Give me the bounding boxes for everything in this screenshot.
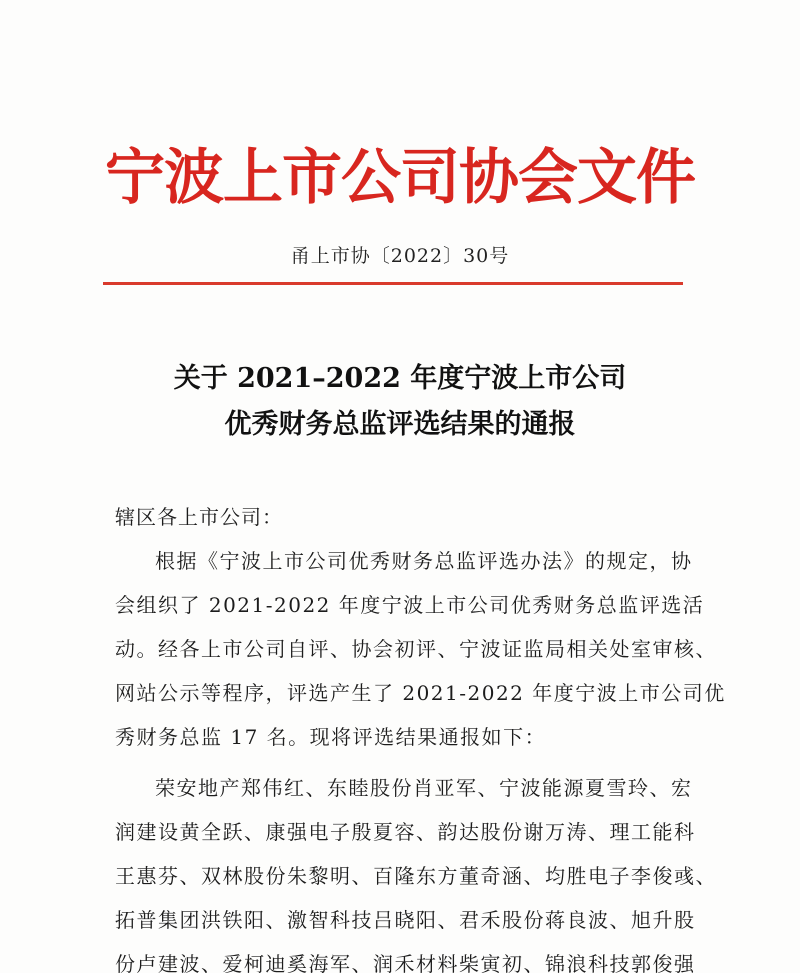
document-body bbox=[115, 539, 726, 973]
masthead-title: 宁波上市公司协会文件 bbox=[105, 143, 695, 213]
body-line: 润建设黄全跃、康强电子殷夏容、韵达股份谢万涛、理工能科 bbox=[115, 820, 696, 844]
body-line: 王惠芬、双林股份朱黎明、百隆东方董奇涵、均胜电子李俊彧、 bbox=[115, 864, 717, 888]
body-line: 荣安地产郑伟红、东睦股份肖亚军、宁波能源夏雪玲、宏 bbox=[155, 776, 693, 800]
body-line: 份卢建波、爱柯迪奚海军、润禾材料柴寅初、锦浪科技郭俊强 bbox=[115, 952, 696, 973]
title-line-1: 关于 2021–2022 年度宁波上市公司 bbox=[173, 363, 627, 394]
title-line-2: 优秀财务总监评选结果的通报 bbox=[224, 409, 576, 440]
body-line: 网站公示等程序，评选产生了 2021-2022 年度宁波上市公司优 bbox=[115, 681, 726, 705]
body-line: 拓普集团洪铁阳、激智科技吕晓阳、君禾股份蒋良波、旭升股 bbox=[115, 908, 696, 932]
red-divider-rule bbox=[103, 282, 683, 285]
document-title bbox=[0, 356, 800, 448]
body-line: 会组织了 2021-2022 年度宁波上市公司优秀财务总监评选活 bbox=[115, 593, 705, 617]
body-line: 秀财务总监 17 名。现将评选结果通报如下： bbox=[115, 725, 547, 749]
document-number: 甬上市协〔2022〕30号 bbox=[290, 245, 510, 267]
body-line: 动。经各上市公司自评、协会初评、宁波证监局相关处室审核、 bbox=[115, 637, 717, 661]
body-line: 根据《宁波上市公司优秀财务总监评选办法》的规定，协 bbox=[155, 549, 693, 573]
addressee: 辖区各上市公司： bbox=[115, 505, 283, 529]
